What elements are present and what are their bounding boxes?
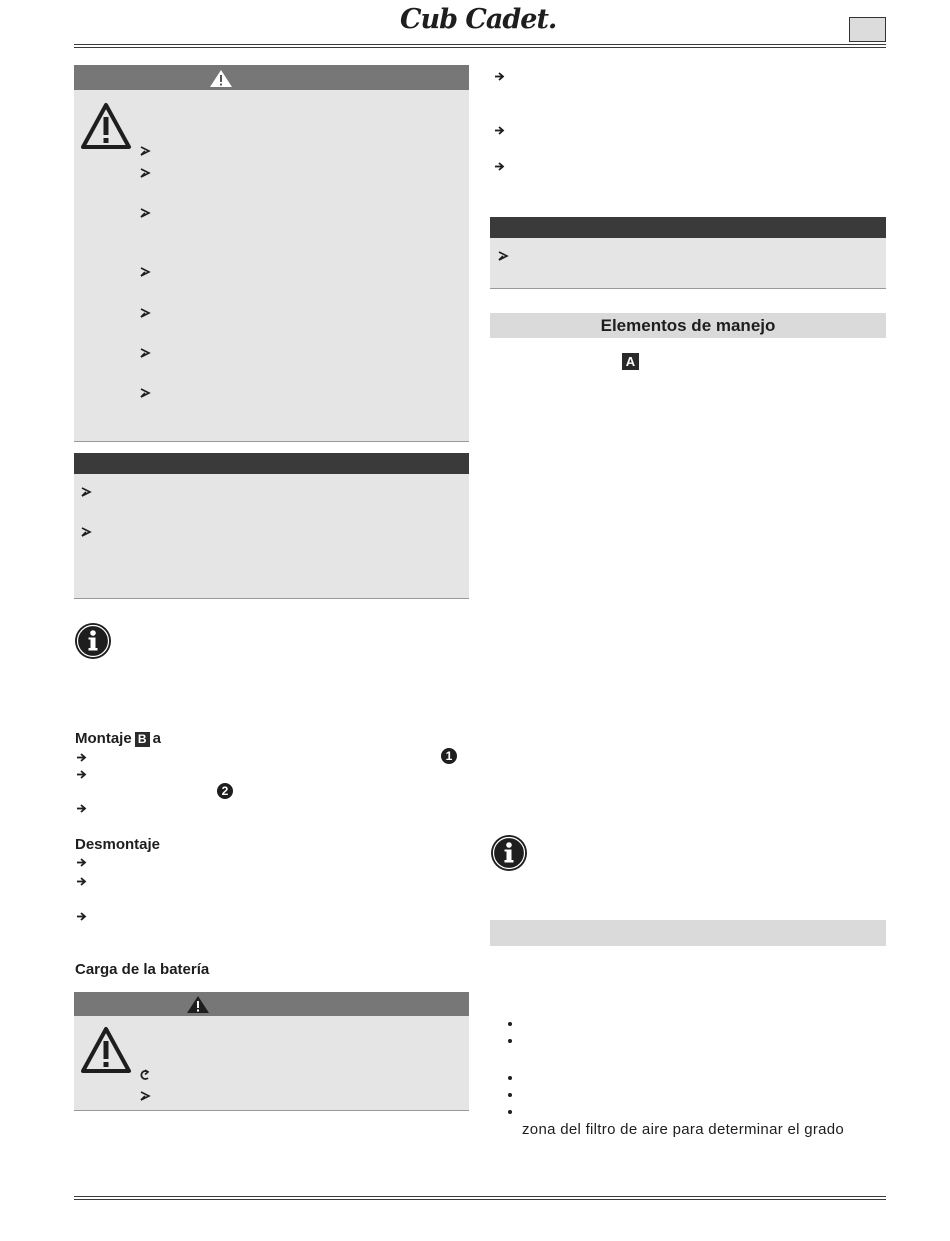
warning-header-bar-2 xyxy=(74,992,469,1016)
arrow-right-icon xyxy=(494,125,505,136)
notice-header-bar xyxy=(74,453,469,474)
mounting-heading-suffix: a xyxy=(152,730,162,747)
list-bullet xyxy=(508,1076,512,1080)
arrow-right-icon xyxy=(76,911,87,922)
info-icon xyxy=(490,834,528,872)
warning-triangle-icon xyxy=(80,1026,132,1074)
mounting-heading xyxy=(75,730,161,747)
arrow-right-icon xyxy=(494,71,505,82)
figure-b-badge: B xyxy=(135,732,150,747)
list-bullet xyxy=(508,1022,512,1026)
arrow-right-icon xyxy=(76,803,87,814)
notice-header-bar-2 xyxy=(490,217,886,238)
warning-header-bar xyxy=(74,65,469,90)
air-filter-text: zona del filtro de aire para determinar el grado xyxy=(522,1121,845,1138)
chevron-right-icon xyxy=(139,266,151,278)
brand-logo: Cub Cadet. xyxy=(400,4,557,35)
chevron-right-icon xyxy=(139,1090,151,1102)
mounting-heading-label: Montaje xyxy=(75,730,132,747)
chevron-right-icon xyxy=(497,250,509,262)
chevron-right-icon xyxy=(139,387,151,399)
list-bullet xyxy=(508,1039,512,1043)
arrow-right-icon xyxy=(76,752,87,763)
arrow-right-icon xyxy=(494,161,505,172)
chevron-right-icon xyxy=(139,145,151,157)
header-rule xyxy=(74,44,886,45)
arrow-right-icon xyxy=(76,876,87,887)
arrow-right-icon xyxy=(76,857,87,868)
header-rule-2 xyxy=(74,47,886,48)
battery-charging-heading: Carga de la batería xyxy=(75,961,210,978)
arrow-right-icon xyxy=(76,769,87,780)
chevron-right-icon xyxy=(139,307,151,319)
list-bullet xyxy=(508,1110,512,1114)
controls-section-title: Elementos de manejo xyxy=(600,316,776,335)
warning-box-2 xyxy=(74,1016,469,1111)
footer-rule xyxy=(74,1196,886,1197)
maintenance-section-bar xyxy=(490,920,886,946)
footer-rule-2 xyxy=(74,1199,886,1200)
chevron-right-icon xyxy=(80,526,92,538)
chevron-right-icon xyxy=(139,207,151,219)
notice-box-2 xyxy=(490,238,886,289)
warning-box-1 xyxy=(74,90,469,442)
step-2-marker: 2 xyxy=(217,783,233,799)
figure-a-badge: A xyxy=(622,353,639,370)
warning-triangle-icon xyxy=(80,102,132,150)
warning-triangle-small-icon xyxy=(186,995,210,1014)
chevron-right-icon xyxy=(80,486,92,498)
return-arrow-icon xyxy=(139,1069,151,1081)
notice-box xyxy=(74,474,469,599)
step-1-marker: 1 xyxy=(441,748,457,764)
chevron-right-icon xyxy=(139,167,151,179)
language-tab xyxy=(849,17,886,42)
dismount-heading: Desmontaje xyxy=(75,836,161,853)
warning-triangle-small-icon xyxy=(209,69,233,88)
list-bullet xyxy=(508,1093,512,1097)
chevron-right-icon xyxy=(139,347,151,359)
info-icon xyxy=(74,622,112,660)
